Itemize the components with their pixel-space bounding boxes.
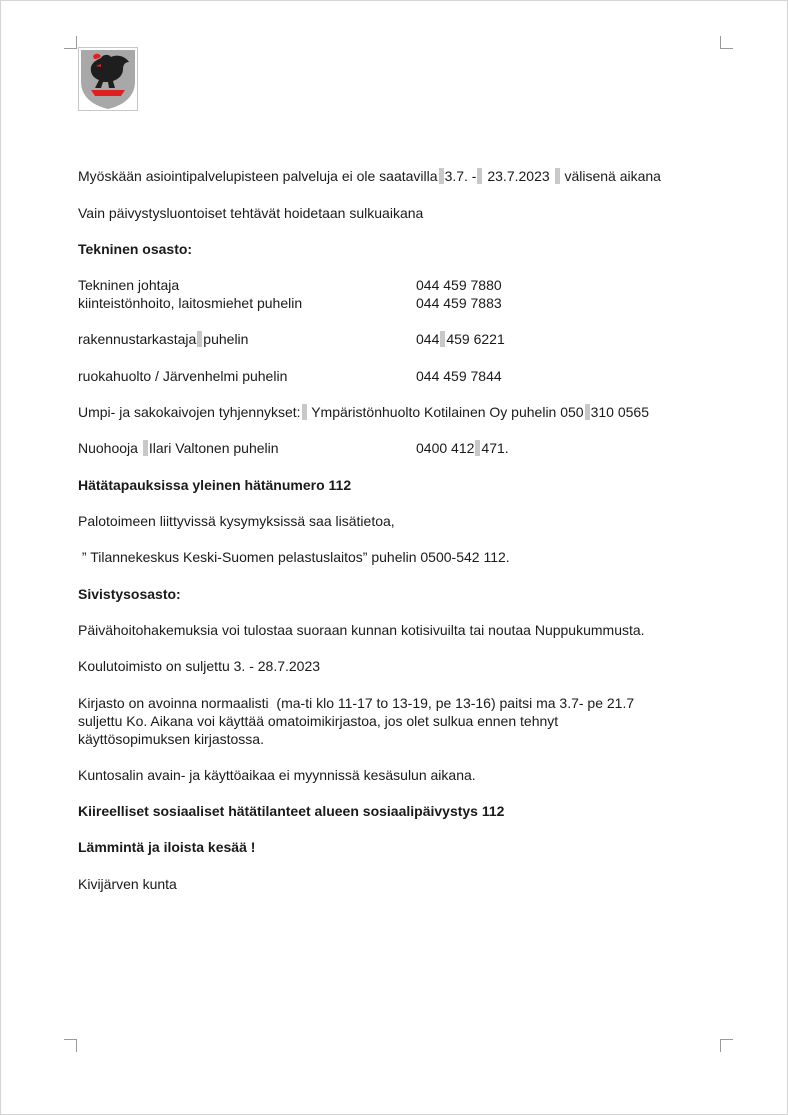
emergency-heading: Hätätapauksissa yleinen hätänumero 112 [78, 477, 352, 493]
technical-director-row: Tekninen johtaja 044 459 7880 [78, 277, 502, 293]
maintenance-row: kiinteistönhoito, laitosmiehet puhelin 044 459 7883 [78, 295, 502, 311]
building-inspector-row: rakennustarkastaja puhelin 044 459 6221 [78, 331, 505, 347]
signature-line: Kivijärven kunta [78, 876, 177, 892]
library-line-2: suljettu Ko. Aikana voi käyttää omatoimikirjastoa, jos olet sulkua ennen tehnyt [78, 713, 559, 729]
library-line-3: käyttösopimuksen kirjastossa. [78, 731, 264, 747]
social-emergency-line: Kiireelliset sosiaaliset hätätilanteet alueen sosiaalipäivystys 112 [78, 803, 505, 819]
technical-department-heading: Tekninen osasto: [78, 241, 193, 257]
education-office-line: Koulutoimisto on suljettu 3. - 28.7.2023 [78, 658, 321, 674]
coat-of-arms-logo [78, 47, 138, 111]
rescue-service-line: ” Tilannekeskus Keski-Suomen pelastuslaitos” puhelin 0500-542 112. [78, 549, 510, 565]
library-line-1: Kirjasto on avoinna normaalisti (ma-ti klo 11-17 to 13-19, pe 13-16) paitsi ma 3.7- pe 21.7 [78, 695, 635, 711]
gym-line: Kuntosalin avain- ja käyttöaikaa ei myynnissä kesäsulun aikana. [78, 767, 476, 783]
margin-corner-top-right [720, 36, 733, 49]
unavailable-services-line: Myöskään asiointipalvelupisteen palveluja ei ole saatavilla 3.7. - 23.7.2023 välisenä aikana [78, 168, 661, 184]
catering-row: ruokahuolto / Järvenhelmi puhelin 044 459 7844 [78, 368, 502, 384]
daycare-line: Päivähoitohakemuksia voi tulostaa suoraan kunnan kotisivuilta tai noutaa Nuppukummusta. [78, 622, 645, 638]
septic-emptying-row: Umpi- ja sakokaivojen tyhjennykset: Ympäristönhuolto Kotilainen Oy puhelin 050 310 0565 [78, 404, 649, 420]
margin-corner-top-left [64, 36, 77, 49]
chimney-sweep-row: Nuohooja Ilari Valtonen puhelin 0400 412 471. [78, 440, 509, 456]
fire-info-line: Palotoimeen liittyvissä kysymyksissä saa lisätietoa, [78, 513, 395, 529]
margin-corner-bottom-right [720, 1039, 733, 1052]
margin-corner-bottom-left [64, 1039, 77, 1052]
duty-note: Vain päivystysluontoiset tehtävät hoidetaan sulkuaikana [78, 205, 424, 221]
greeting-line: Lämmintä ja iloista kesää ! [78, 839, 256, 855]
education-department-heading: Sivistysosasto: [78, 586, 181, 602]
